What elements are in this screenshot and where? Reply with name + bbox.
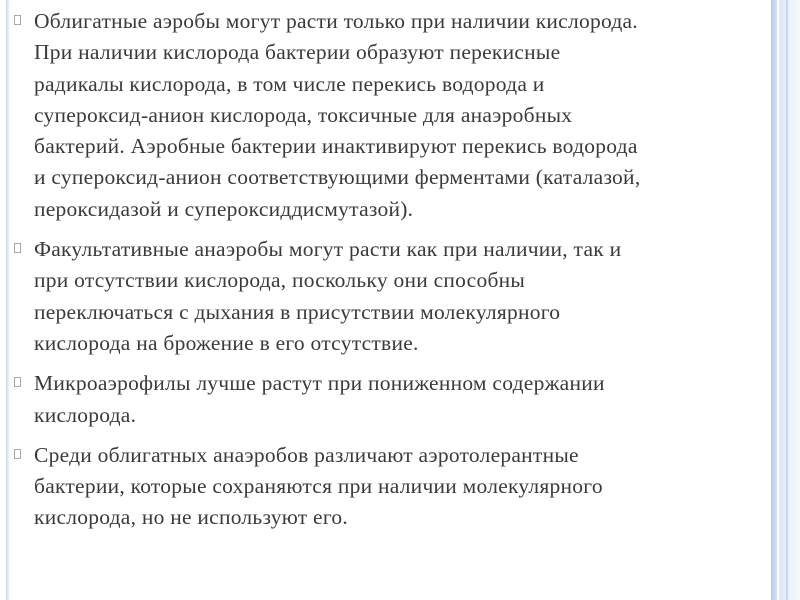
bullet-text [34, 6, 774, 225]
bullet-square-icon [14, 243, 21, 253]
left-border-decoration [6, 0, 10, 600]
bullet-square-icon [14, 377, 21, 387]
bullet-square-icon [14, 15, 21, 25]
text-line: переключаться с дыхания в присутствии молекулярного [34, 299, 561, 324]
bullet-text [34, 234, 774, 359]
text-line: супероксид-анион кислорода, токсичные для анаэробных [34, 102, 573, 127]
text-line: Микроаэрофилы лучше растут при пониженном содержании [34, 371, 605, 396]
text-line: Факультативные анаэробы могут расти как при наличии, так и [34, 237, 622, 262]
text-line: бактерий. Аэробные бактерии инактивируют перекись водорода [34, 134, 638, 159]
text-line: кислорода, но не используют его. [34, 505, 348, 530]
text-line: при отсутствии кислорода, поскольку они способны [34, 268, 526, 293]
bullet-item-aerotolerant [12, 440, 774, 534]
bullet-item-obligate-aerobes [12, 6, 774, 225]
bullet-text [34, 440, 774, 534]
bullet-item-facultative-anaerobes [12, 234, 774, 359]
text-line: кислорода на брожение в его отсутствие. [34, 330, 419, 355]
text-line: Облигатные аэробы могут расти только при наличии кислорода. [34, 9, 638, 33]
text-line: При наличии кислорода бактерии образуют перекисные [34, 40, 561, 65]
right-border-decoration [786, 0, 788, 600]
text-line: радикалы кислорода, в том числе перекись водорода и [34, 71, 545, 96]
text-line: Среди облигатных анаэробов различают аэротолерантные [34, 442, 579, 467]
text-line: пероксидазой и супероксиддисмутазой). [34, 196, 414, 221]
bullet-list [12, 6, 774, 543]
right-border-decoration [779, 0, 800, 600]
text-line: кислорода. [34, 402, 137, 427]
bullet-item-microaerophiles [12, 368, 774, 431]
bullet-square-icon [14, 449, 21, 459]
text-line: бактерии, которые сохраняются при наличии молекулярного [34, 474, 603, 499]
text-line: и супероксид-анион соответствующими ферментами (каталазой, [34, 165, 641, 190]
bullet-text [34, 368, 774, 431]
